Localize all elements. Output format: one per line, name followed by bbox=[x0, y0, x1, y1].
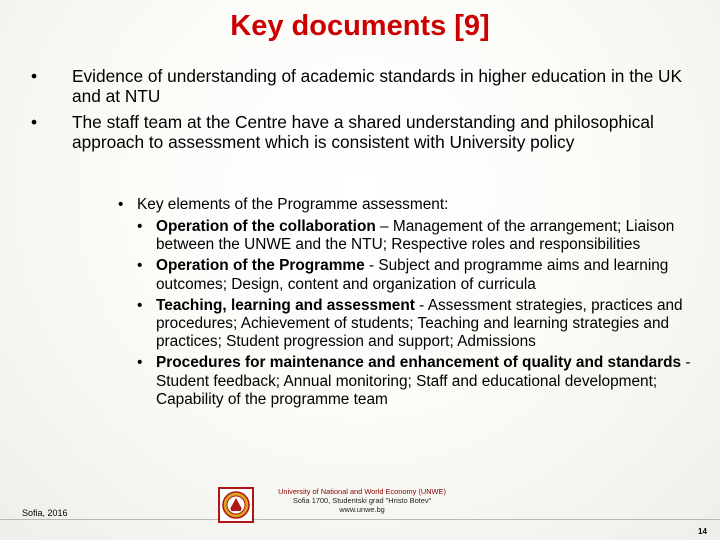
bullet-dot: • bbox=[137, 218, 143, 235]
slide-title: Key documents [9] bbox=[230, 10, 490, 42]
bullet-dot: • bbox=[137, 354, 143, 372]
element-item bbox=[137, 257, 698, 293]
element-heading: Teaching, learning and assessment bbox=[156, 296, 415, 314]
element-item bbox=[137, 218, 698, 254]
bullet-dot: • bbox=[118, 196, 124, 213]
bullet-dot: • bbox=[137, 296, 143, 314]
element-heading: Operation of the Programme bbox=[156, 257, 365, 275]
sub-bullet-item bbox=[118, 196, 698, 409]
sub-bullet-label: Key elements of the Programme assessment: bbox=[137, 196, 449, 213]
bullet-dot: • bbox=[137, 257, 143, 275]
university-logo-icon bbox=[218, 487, 254, 523]
footer-university-info bbox=[262, 487, 462, 514]
university-website: www.unwe.bg bbox=[339, 505, 385, 514]
university-address: Sofia 1700, Studentski grad "Hristo Botev" bbox=[292, 496, 432, 505]
bullet-dot: • bbox=[31, 112, 38, 132]
sub-bullet-list bbox=[118, 196, 698, 412]
bullet-text: The staff team at the Centre have a shared understanding and philosophical approach to assessment which is consistent with University policy bbox=[72, 112, 654, 152]
element-item bbox=[137, 354, 698, 409]
element-description: – Management of the arrangement; Liaison between the UNWE and the NTU; Respective roles and responsibilities bbox=[156, 218, 675, 254]
bullet-item bbox=[28, 66, 700, 106]
element-description: - Assessment strategies, practices and procedures; Achievement of students; Teaching and learning strategies and practices; Student progression and support; Admissions bbox=[156, 296, 683, 351]
footer-divider bbox=[0, 519, 720, 520]
element-item bbox=[137, 297, 698, 352]
bullet-dot: • bbox=[31, 66, 38, 86]
element-heading: Operation of the collaboration bbox=[156, 218, 376, 235]
main-bullet-list bbox=[28, 66, 700, 158]
university-name: University of National and World Economy (UNWE) bbox=[278, 487, 446, 496]
bullet-text: Evidence of understanding of academic standards in higher education in the UK and at NTU bbox=[72, 66, 683, 106]
element-description: - Subject and programme aims and learning outcomes; Design, content and organization of curricula bbox=[156, 257, 669, 293]
footer-location-date: Sofia, 2016 bbox=[22, 508, 68, 518]
element-list bbox=[137, 218, 698, 409]
element-heading: Procedures for maintenance and enhancement of quality and standards bbox=[156, 354, 682, 372]
element-description: - Student feedback; Annual monitoring; Staff and educational development; Capability of the programme team bbox=[156, 354, 691, 408]
bullet-item bbox=[28, 112, 700, 152]
page-number: 14 bbox=[698, 527, 707, 536]
